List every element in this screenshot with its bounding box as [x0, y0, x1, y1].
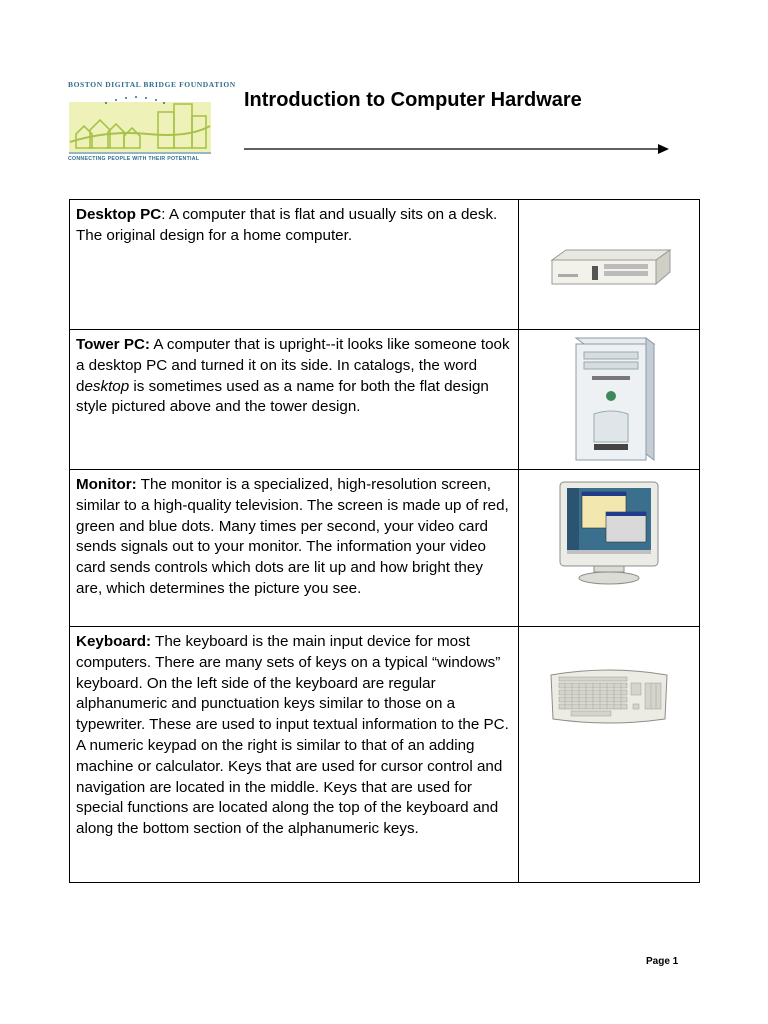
monitor-description — [70, 470, 519, 627]
table-row-tower — [70, 330, 700, 470]
page-number: Page 1 — [646, 956, 679, 967]
hardware-table — [69, 199, 700, 883]
keyboard-term: Keyboard: — [76, 633, 152, 650]
monitor-image — [554, 478, 664, 588]
foundation-logo — [68, 80, 236, 166]
table-row-monitor — [70, 470, 700, 627]
monitor-image-cell — [518, 470, 699, 627]
title-arrow-icon — [244, 142, 670, 156]
tower-image-cell — [518, 330, 699, 470]
desktop-pc-image — [544, 238, 674, 308]
keyboard-image — [547, 663, 671, 733]
tower-description — [70, 330, 519, 470]
table-row-keyboard — [70, 627, 700, 883]
tower-text-b: is sometimes used as a name for both the flat design style pictured above and the tower design. — [76, 377, 489, 416]
tower-text-italic: esktop — [84, 377, 130, 395]
logo-org-name: BOSTON DIGITAL BRIDGE FOUNDATION — [68, 80, 236, 89]
logo-skyline-icon — [68, 90, 214, 154]
desktop-image-cell — [518, 200, 699, 330]
keyboard-image-cell — [518, 627, 699, 883]
tower-text-a: A computer that is upright--it looks like someone took a desktop PC and turned it on its side. In catalogs, the word d — [76, 336, 510, 395]
desktop-term: Desktop PC — [76, 206, 162, 223]
monitor-text: The monitor is a specialized, high-resolution screen, similar to a high-quality television. The screen is made up of red, green and blue dots. Many times per second, your video card sends signals out to your monitor. The information your video card sends controls which dots are lit up and how bright they are, which determines the picture you see. — [76, 476, 509, 597]
desktop-description — [70, 200, 519, 330]
desktop-text: A computer that is flat and usually sits on a desk. The original design for a home computer. — [76, 206, 498, 244]
monitor-term: Monitor: — [76, 476, 137, 493]
logo-tagline: CONNECTING PEOPLE WITH THEIR POTENTIAL — [68, 156, 200, 162]
tower-pc-image — [554, 334, 664, 466]
page-title: Introduction to Computer Hardware — [244, 89, 582, 111]
keyboard-description — [70, 627, 519, 883]
keyboard-text: The keyboard is the main input device for most computers. There are many sets of keys on a typical “windows” keyboard. On the left side of the keyboard are regular alphanumeric and punctuation keys similar to those on a typewriter. These are used to input textual information to the PC. A numeric keypad on the right is similar to that of an adding machine or calculator. Keys that are used for cursor control and navigation are located in the middle. Keys that are used for special functions are located along the top of the keyboard and along the bottom section of the alphanumeric keys. — [76, 633, 509, 838]
desktop-separator: : — [161, 206, 166, 223]
tower-term: Tower PC: — [76, 336, 150, 353]
table-row-desktop — [70, 200, 700, 330]
